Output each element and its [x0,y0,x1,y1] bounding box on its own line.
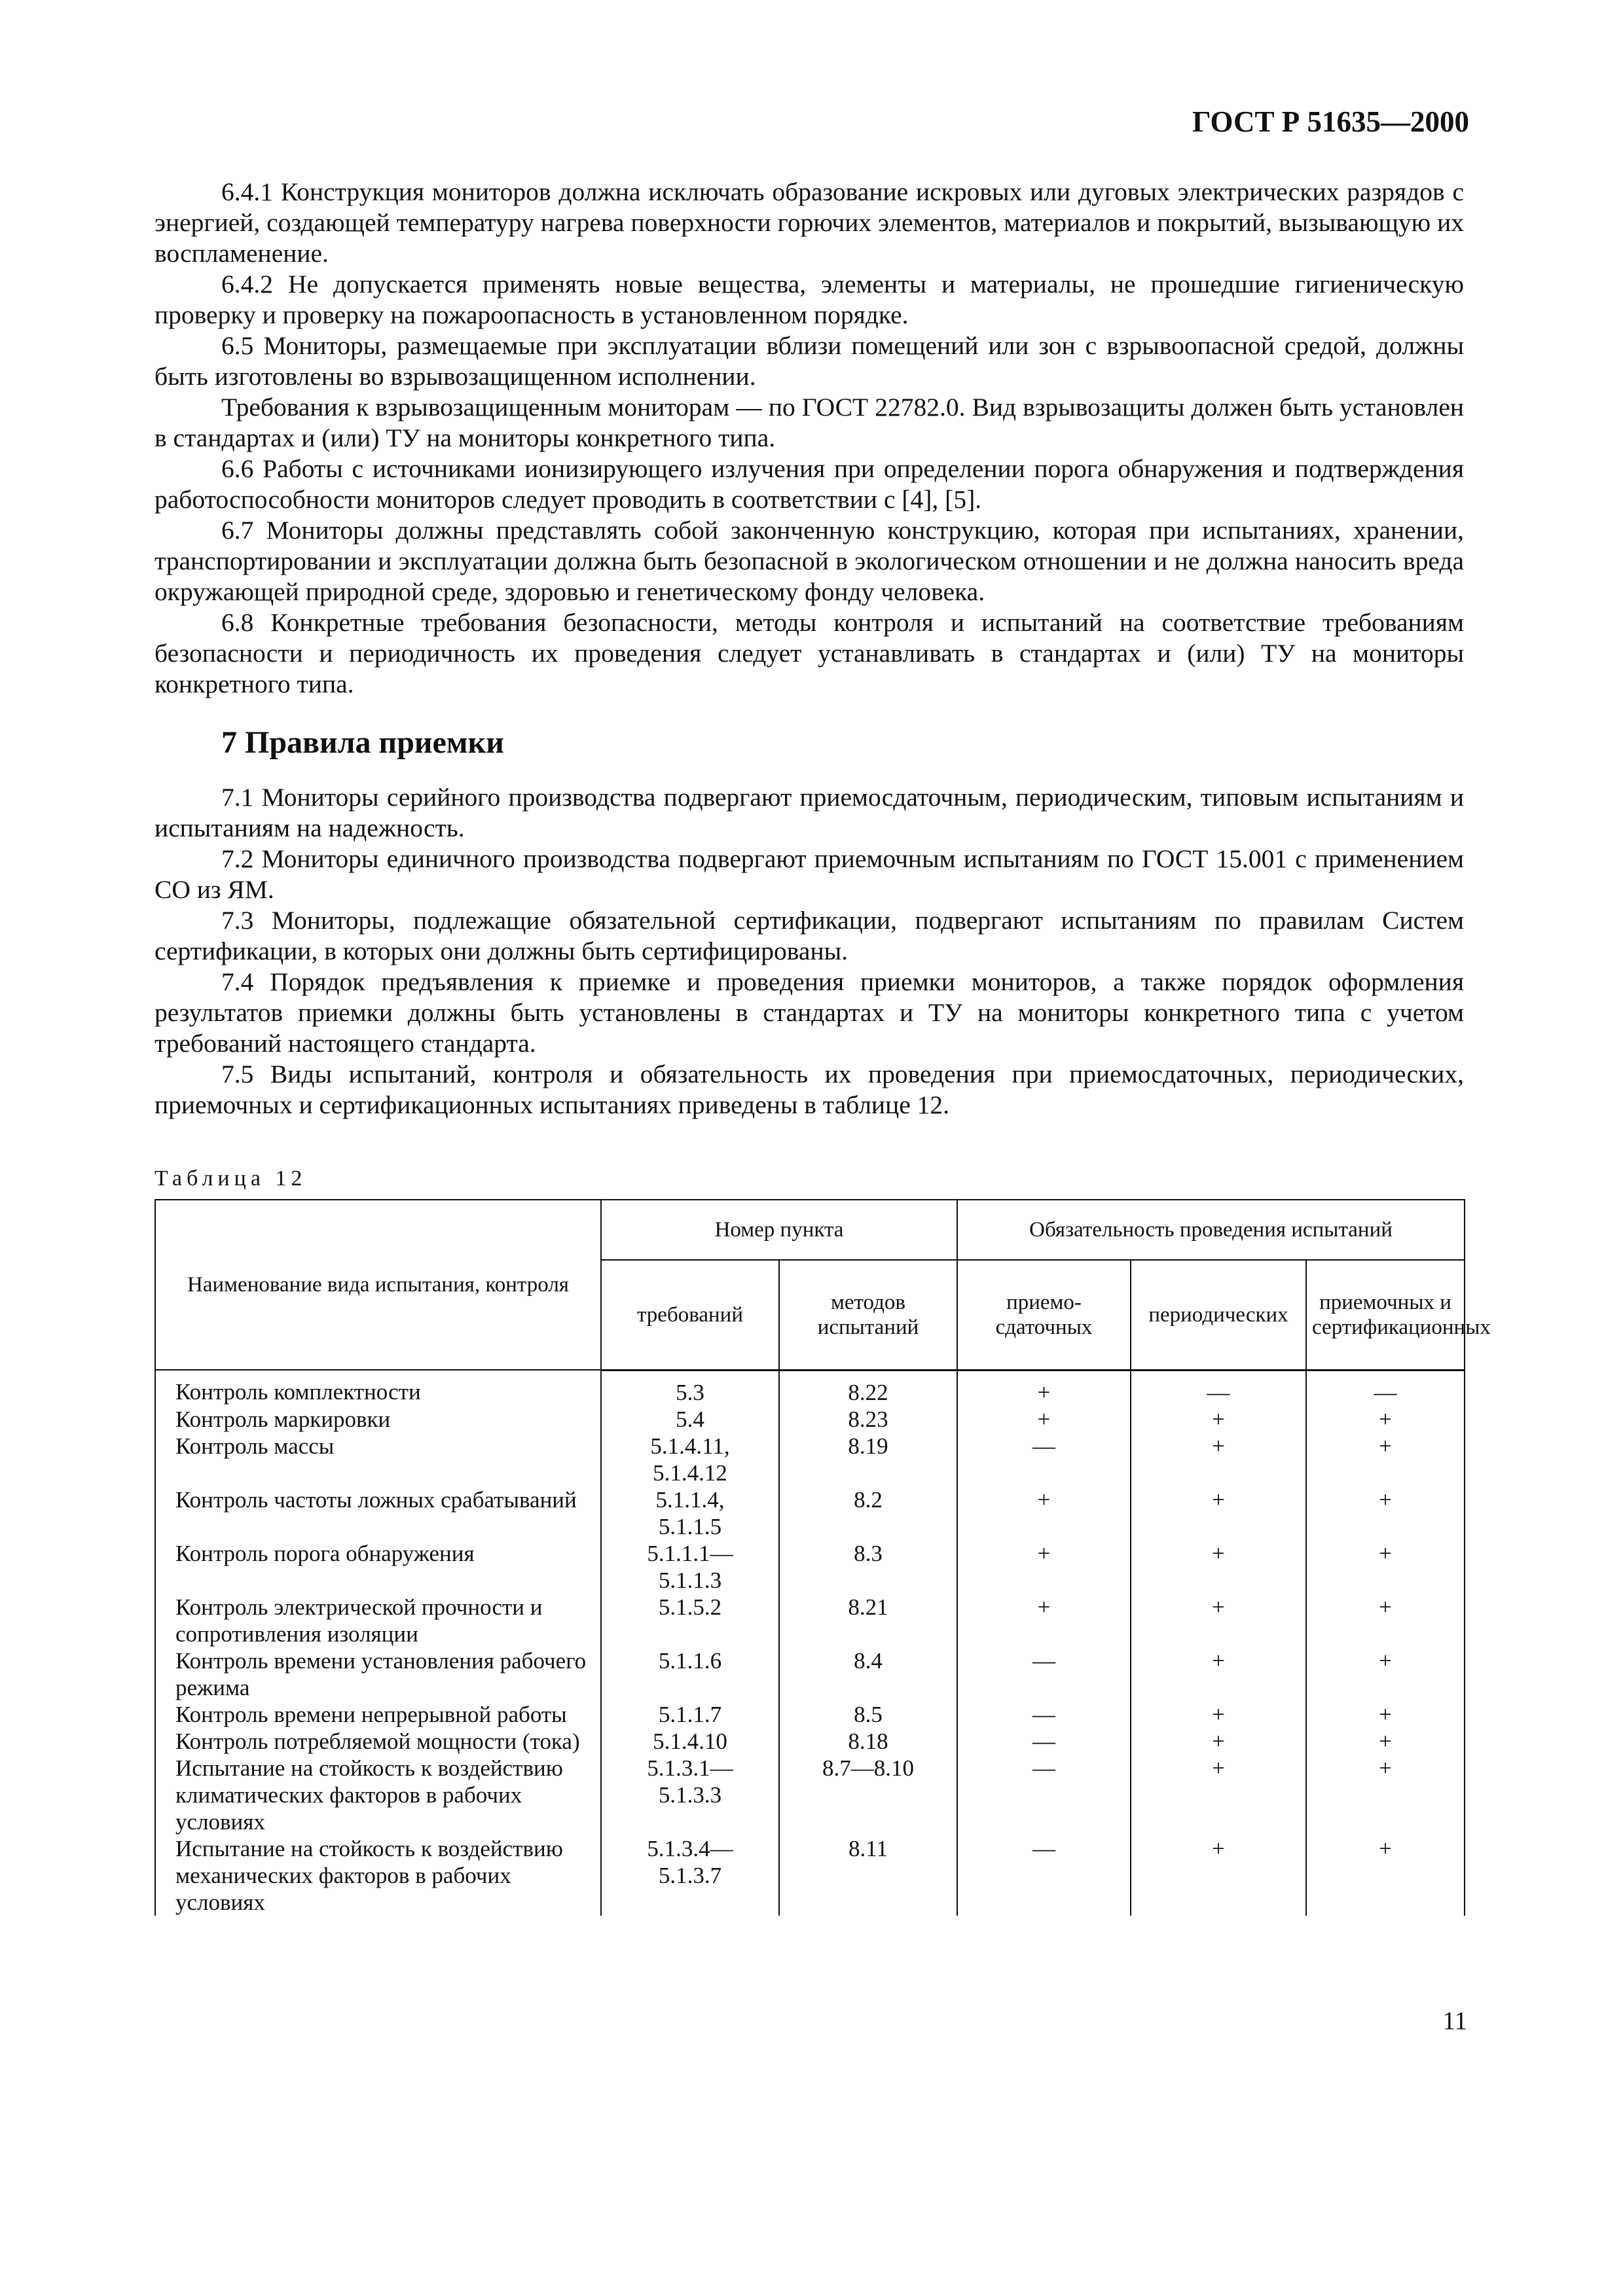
cell-requirements: 5.4 [601,1406,779,1433]
cell-methods: 8.22 [779,1370,957,1406]
cell-acceptance: + [957,1594,1131,1647]
cell-periodic: + [1131,1433,1306,1486]
cell-test-name: Контроль частоты ложных срабатываний [155,1486,601,1540]
table-row [155,1486,1465,1540]
cell-test-name: Контроль времени непрерывной работы [155,1701,601,1728]
cell-periodic: + [1131,1701,1306,1728]
cell-certification: + [1306,1835,1465,1916]
paragraph: 6.5 Мониторы, размещаемые при эксплуатации вблизи помещений или зон с взрывоопасной средой, должны быть изготовлены во взрывозащищенном исполнении. [155,331,1464,391]
header-name: Наименование вида испытания, контроля [155,1200,601,1370]
cell-certification: + [1306,1755,1465,1835]
cell-methods: 8.2 [779,1486,957,1540]
header-certification: приемочных и сертификационных [1306,1260,1465,1370]
cell-certification: — [1306,1370,1465,1406]
cell-certification: + [1306,1647,1465,1701]
cell-requirements: 5.1.4.11, 5.1.4.12 [601,1433,779,1486]
cell-acceptance: — [957,1647,1131,1701]
paragraph: 7.1 Мониторы серийного производства подвергают приемосдаточным, периодическим, типовым испытаниям и испытаниям на надежность. [155,783,1464,842]
cell-acceptance: + [957,1406,1131,1433]
cell-methods: 8.4 [779,1647,957,1701]
paragraph: 7.2 Мониторы единичного производства подвергают приемочным испытаниям по ГОСТ 15.001 с применением СО из ЯМ. [155,844,1464,904]
cell-requirements: 5.1.3.4— 5.1.3.7 [601,1835,779,1916]
paragraph: Требования к взрывозащищенным мониторам — по ГОСТ 22782.0. Вид взрывозащиты должен быть установлен в стандартах и (или) ТУ на мониторы конкретного типа. [155,393,1464,452]
cell-test-name: Испытание на стойкость к воздействию климатических факторов в рабочих условиях [155,1755,601,1835]
table-caption: Таблица 12 [155,1166,307,1191]
header-requirements: требований [601,1260,779,1370]
table-row [155,1755,1465,1835]
cell-test-name: Контроль электрической прочности и сопротивления изоляции [155,1594,601,1647]
body-text [155,177,1464,1121]
cell-periodic: + [1131,1540,1306,1594]
page-number: 11 [1442,2007,1467,2035]
paragraphs-section-7 [155,782,1464,1121]
cell-certification: + [1306,1594,1465,1647]
document-header: ГОСТ Р 51635—2000 [1192,105,1469,138]
table-row [155,1647,1465,1701]
paragraph: 7.5 Виды испытаний, контроля и обязательность их проведения при приемосдаточных, периодических, приемочных и сертификационных испытаниях приведены в таблице 12. [155,1060,1464,1119]
cell-periodic: + [1131,1728,1306,1755]
paragraph: 6.4.1 Конструкция мониторов должна исключать образование искровых или дуговых электрических разрядов с энергией, создающей температуру нагрева поверхности горючих элементов, материалов и покрытий, вызывающую их воспламенение. [155,177,1464,268]
header-periodic: периодических [1131,1260,1306,1370]
cell-periodic: — [1131,1370,1306,1406]
cell-test-name: Контроль комплектности [155,1370,601,1406]
cell-test-name: Контроль массы [155,1433,601,1486]
cell-requirements: 5.1.1.6 [601,1647,779,1701]
cell-periodic: + [1131,1647,1306,1701]
cell-requirements: 5.1.4.10 [601,1728,779,1755]
table-12 [155,1199,1491,1916]
cell-methods: 8.23 [779,1406,957,1433]
cell-requirements: 5.1.1.1— 5.1.1.3 [601,1540,779,1594]
table-row [155,1540,1465,1594]
cell-acceptance: — [957,1433,1131,1486]
cell-certification: + [1306,1486,1465,1540]
cell-methods: 8.5 [779,1701,957,1728]
cell-test-name: Испытание на стойкость к воздействию механических факторов в рабочих условиях [155,1835,601,1916]
header-clause-group: Номер пункта [601,1200,957,1260]
table-row [155,1594,1465,1647]
cell-periodic: + [1131,1594,1306,1647]
paragraph: 6.7 Мониторы должны представлять собой законченную конструкцию, которая при испытаниях, хранении, транспортировании и эксплуатации должна быть безопасной в экологическом отношении и не должна наносить вреда окружающей природной среде, здоровью и генетическому фонду человека. [155,516,1464,606]
cell-acceptance: — [957,1701,1131,1728]
cell-requirements: 5.1.3.1— 5.1.3.3 [601,1755,779,1835]
table-row [155,1728,1465,1755]
paragraphs-section-6 [155,177,1464,700]
cell-requirements: 5.1.5.2 [601,1594,779,1647]
cell-periodic: + [1131,1406,1306,1433]
cell-test-name: Контроль времени установления рабочего режима [155,1647,601,1701]
cell-methods: 8.19 [779,1433,957,1486]
paragraph: 7.4 Порядок предъявления к приемке и проведения приемки мониторов, а также порядок оформления результатов приемки должны быть установлены в стандартах и ТУ на мониторы конкретного типа с учетом требований настоящего стандарта. [155,967,1464,1058]
cell-certification: + [1306,1540,1465,1594]
cell-methods: 8.21 [779,1594,957,1647]
cell-acceptance: + [957,1370,1131,1406]
cell-periodic: + [1131,1835,1306,1916]
cell-methods: 8.11 [779,1835,957,1916]
paragraph: 6.8 Конкретные требования безопасности, методы контроля и испытаний на соответствие требованиям безопасности и периодичность их проведения следует устанавливать в стандартах и (или) ТУ на мониторы конкретного типа. [155,608,1464,698]
cell-requirements: 5.1.1.4, 5.1.1.5 [601,1486,779,1540]
cell-acceptance: — [957,1728,1131,1755]
cell-test-name: Контроль порога обнаружения [155,1540,601,1594]
cell-acceptance: — [957,1755,1131,1835]
cell-methods: 8.7—8.10 [779,1755,957,1835]
header-acceptance: приемо-сдаточных [957,1260,1131,1370]
cell-certification: + [1306,1701,1465,1728]
cell-acceptance: — [957,1835,1131,1916]
cell-test-name: Контроль маркировки [155,1406,601,1433]
header-methods: методов испытаний [779,1260,957,1370]
paragraph: 7.3 Мониторы, подлежащие обязательной сертификации, подвергают испытаниям по правилам Систем сертификации, в которых они должны быть сертифицированы. [155,906,1464,965]
table-row [155,1406,1465,1433]
table-row [155,1701,1465,1728]
cell-requirements: 5.1.1.7 [601,1701,779,1728]
cell-requirements: 5.3 [601,1370,779,1406]
cell-certification: + [1306,1433,1465,1486]
cell-certification: + [1306,1406,1465,1433]
cell-periodic: + [1131,1486,1306,1540]
cell-certification: + [1306,1728,1465,1755]
section-title: 7 Правила приемки [221,725,504,760]
paragraph: 6.4.2 Не допускается применять новые вещества, элементы и материалы, не прошедшие гигиеническую проверку и проверку на пожароопасность в установленном порядке. [155,270,1464,329]
paragraph: 6.6 Работы с источниками ионизирующего излучения при определении порога обнаружения и подтверждения работоспособности мониторов следует проводить в соответствии с [4], [5]. [155,454,1464,514]
cell-acceptance: + [957,1540,1131,1594]
cell-methods: 8.3 [779,1540,957,1594]
cell-methods: 8.18 [779,1728,957,1755]
header-obligation-group: Обязательность проведения испытаний [957,1200,1465,1260]
cell-acceptance: + [957,1486,1131,1540]
table-row [155,1433,1465,1486]
cell-test-name: Контроль потребляемой мощности (тока) [155,1728,601,1755]
cell-periodic: + [1131,1755,1306,1835]
table-row [155,1835,1465,1916]
table-row [155,1370,1465,1406]
